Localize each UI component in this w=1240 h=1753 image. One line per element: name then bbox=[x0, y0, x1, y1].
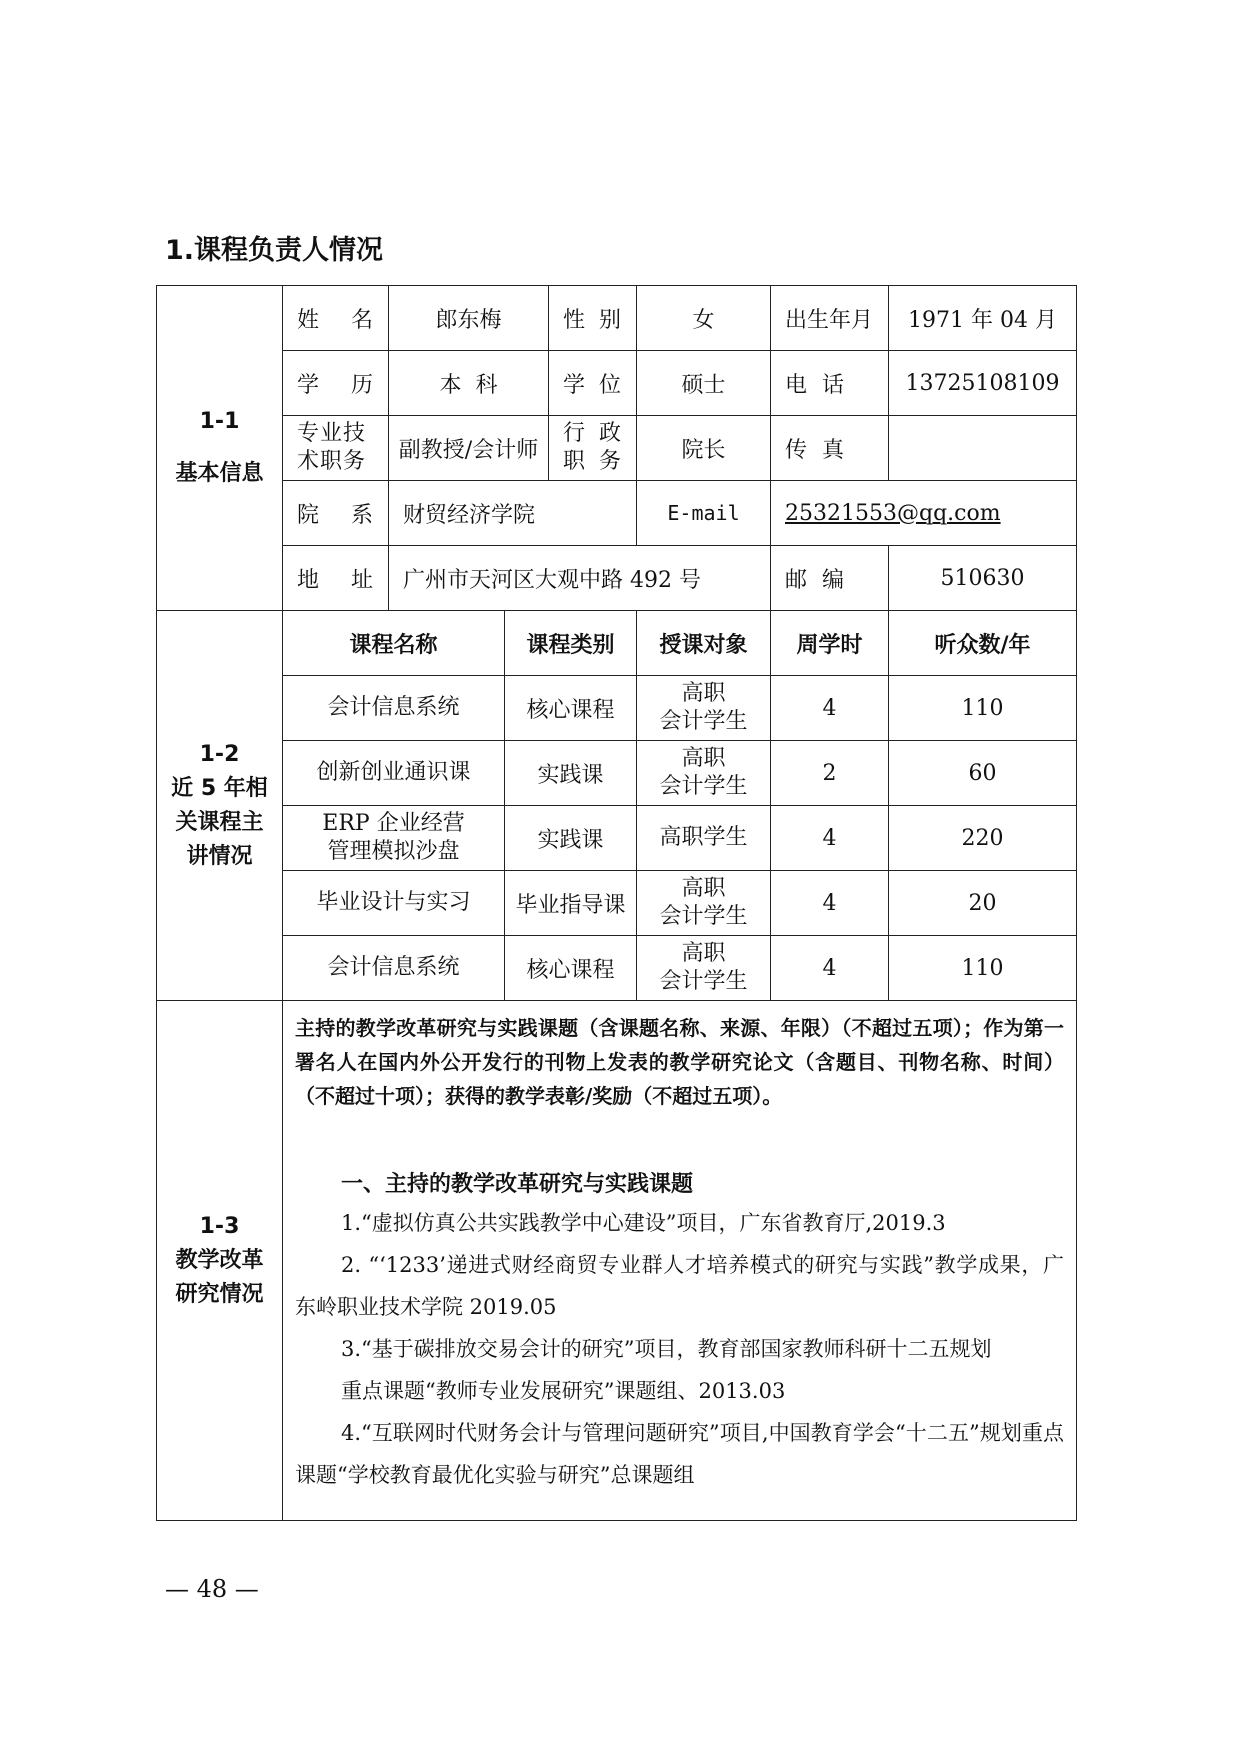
research-content bbox=[283, 1001, 1077, 1521]
address-label: 地 址 bbox=[283, 546, 389, 611]
course-hours: 4 bbox=[771, 676, 889, 741]
course-target: 高职 会计学生 bbox=[637, 741, 771, 806]
course-leader-form bbox=[156, 285, 1077, 1521]
course-name: 创新创业通识课 bbox=[283, 741, 505, 806]
admin-title-label: 行 政 职 务 bbox=[549, 416, 637, 481]
title-label: 专业技 术职务 bbox=[283, 416, 389, 481]
course-hours: 4 bbox=[771, 936, 889, 1001]
header-course-type: 课程类别 bbox=[505, 611, 637, 676]
zip-label: 邮 编 bbox=[771, 546, 889, 611]
list-item: 1.“虚拟仿真公共实践教学中心建设”项目，广东省教育厅,2019.3 bbox=[341, 1211, 946, 1235]
header-course-name: 课程名称 bbox=[283, 611, 505, 676]
name-label: 姓 名 bbox=[283, 286, 389, 351]
section-basic-info bbox=[157, 286, 283, 611]
course-hours: 4 bbox=[771, 871, 889, 936]
education-label: 学 历 bbox=[283, 351, 389, 416]
course-type: 核心课程 bbox=[505, 936, 637, 1001]
table-row bbox=[157, 676, 1077, 741]
email-value[interactable] bbox=[771, 481, 1077, 546]
course-type: 实践课 bbox=[505, 741, 637, 806]
table-row bbox=[157, 871, 1077, 936]
course-type: 核心课程 bbox=[505, 676, 637, 741]
header-audience: 听众数/年 bbox=[889, 611, 1077, 676]
course-audience: 60 bbox=[889, 741, 1077, 806]
course-target: 高职 会计学生 bbox=[637, 936, 771, 1001]
phone-value: 13725108109 bbox=[889, 351, 1077, 416]
course-name: 会计信息系统 bbox=[283, 676, 505, 741]
course-name: 会计信息系统 bbox=[283, 936, 505, 1001]
education-value: 本 科 bbox=[389, 351, 549, 416]
section-number: 1-2 bbox=[199, 741, 240, 767]
course-type: 毕业指导课 bbox=[505, 871, 637, 936]
course-audience: 220 bbox=[889, 806, 1077, 871]
address-value: 广州市天河区大观中路 492 号 bbox=[389, 546, 771, 611]
page-title: 1.课程负责人情况 bbox=[165, 235, 384, 266]
list-item: 重点课题“教师专业发展研究”课题组、2013.03 bbox=[341, 1379, 786, 1403]
course-target: 高职 会计学生 bbox=[637, 676, 771, 741]
course-name: 毕业设计与实习 bbox=[283, 871, 505, 936]
gender-value: 女 bbox=[637, 286, 771, 351]
zip-value: 510630 bbox=[889, 546, 1077, 611]
list-item: 4.“互联网时代财务会计与管理问题研究”项目,中国教育学会“十二五”规划重点课题“学校教育最优化实验与研究”总课题组 bbox=[295, 1421, 1065, 1487]
email-label: E-mail bbox=[637, 481, 771, 546]
header-weekly-hours: 周学时 bbox=[771, 611, 889, 676]
admin-title-value: 院长 bbox=[637, 416, 771, 481]
course-name: ERP 企业经营 管理模拟沙盘 bbox=[283, 806, 505, 871]
course-audience: 110 bbox=[889, 936, 1077, 1001]
page-number: — 48 — bbox=[165, 1575, 259, 1603]
research-instructions: 主持的教学改革研究与实践课题（含课题名称、来源、年限）（不超过五项）；作为第一署名人在国内外公开发行的刊物上发表的教学研究论文（含题目、刊物名称、时间）（不超过十项）；获得的教学表彰/奖励（不超过五项）。 bbox=[295, 1016, 1065, 1108]
course-hours: 4 bbox=[771, 806, 889, 871]
course-target: 高职 会计学生 bbox=[637, 871, 771, 936]
degree-label: 学 位 bbox=[549, 351, 637, 416]
section-name-line: 关课程主 bbox=[175, 809, 264, 835]
section-name-line: 讲情况 bbox=[186, 843, 253, 869]
list-item: 2. “‘1233’递进式财经商贸专业群人才培养模式的研究与实践”教学成果，广东岭职业技术学院 2019.05 bbox=[295, 1253, 1065, 1319]
course-target: 高职学生 bbox=[637, 806, 771, 871]
header-target: 授课对象 bbox=[637, 611, 771, 676]
department-value: 财贸经济学院 bbox=[389, 481, 637, 546]
section-number: 1-3 bbox=[199, 1213, 240, 1239]
birth-value: 1971 年 04 月 bbox=[889, 286, 1077, 351]
section-number: 1-1 bbox=[199, 409, 240, 434]
course-type: 实践课 bbox=[505, 806, 637, 871]
fax-value bbox=[889, 416, 1077, 481]
title-value: 副教授/会计师 bbox=[389, 416, 549, 481]
course-audience: 20 bbox=[889, 871, 1077, 936]
course-hours: 2 bbox=[771, 741, 889, 806]
department-label: 院 系 bbox=[283, 481, 389, 546]
section-name: 基本信息 bbox=[175, 461, 264, 486]
gender-label: 性 别 bbox=[549, 286, 637, 351]
research-subheading: 一、主持的教学改革研究与实践课题 bbox=[341, 1172, 694, 1197]
email-link[interactable]: 25321553@qq.com bbox=[785, 500, 1001, 526]
section-name-line: 近 5 年相 bbox=[171, 775, 268, 801]
table-row bbox=[157, 741, 1077, 806]
degree-value: 硕士 bbox=[637, 351, 771, 416]
course-audience: 110 bbox=[889, 676, 1077, 741]
fax-label: 传 真 bbox=[771, 416, 889, 481]
phone-label: 电 话 bbox=[771, 351, 889, 416]
birth-label: 出生年月 bbox=[771, 286, 889, 351]
section-research bbox=[157, 1001, 283, 1521]
table-row bbox=[157, 936, 1077, 1001]
section-name-line: 研究情况 bbox=[175, 1281, 264, 1307]
list-item: 3.“基于碳排放交易会计的研究”项目，教育部国家教师科研十二五规划 bbox=[341, 1337, 992, 1361]
name-value: 郎东梅 bbox=[389, 286, 549, 351]
section-courses bbox=[157, 611, 283, 1001]
table-row bbox=[157, 806, 1077, 871]
section-name-line: 教学改革 bbox=[175, 1247, 264, 1273]
